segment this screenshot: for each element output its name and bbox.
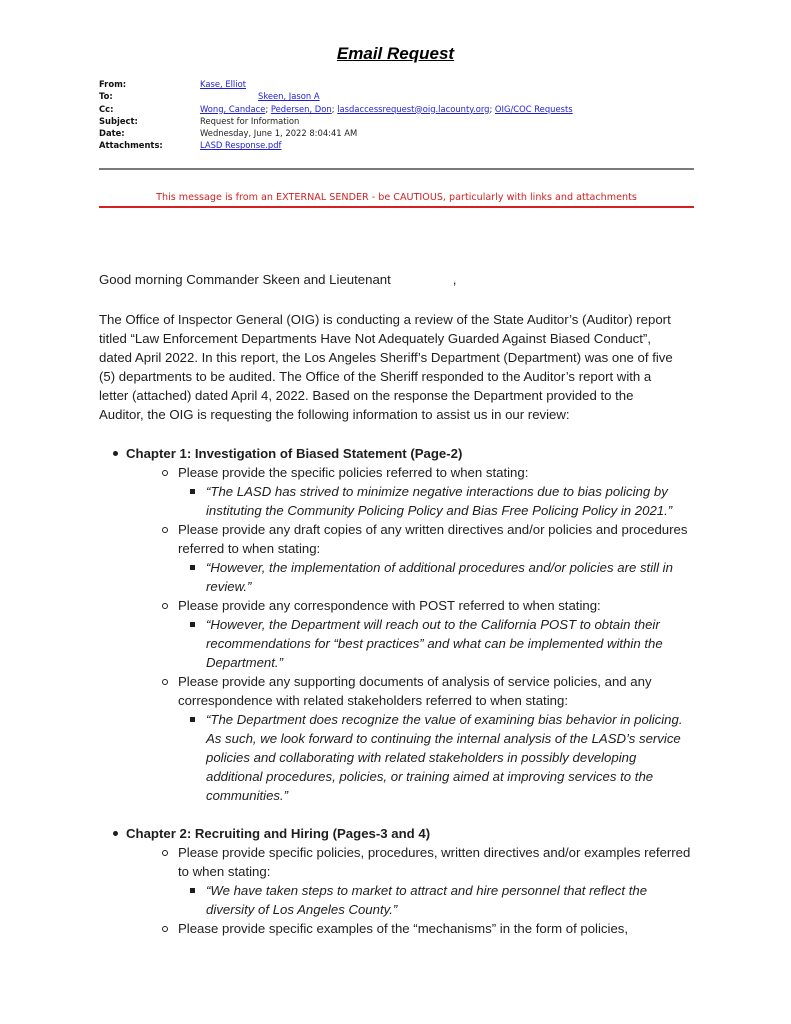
- request-text: Please provide any supporting documents of analysis of service policies, and any correspondence with related stakeholders referred to when stating:: [178, 674, 652, 708]
- header-to: [99, 90, 573, 102]
- date-value: Wednesday, June 1, 2022 8:04:41 AM: [200, 128, 358, 139]
- request-text: Please provide specific policies, procedures, written directives and/or examples referred to when stating:: [178, 845, 691, 879]
- greeting: [99, 270, 709, 289]
- header-date: [99, 127, 573, 139]
- bullet-circle-icon: [162, 679, 168, 685]
- request-item: [126, 520, 709, 596]
- bullet-square-icon: [190, 888, 195, 893]
- bullet-square-icon: [190, 717, 195, 722]
- attachment-link[interactable]: LASD Response.pdf: [200, 140, 282, 151]
- from-label: From:: [99, 79, 127, 89]
- quote-item: [178, 615, 686, 672]
- intro-paragraph: The Office of Inspector General (OIG) is conducting a review of the State Auditor’s (Auditor) report titled “Law Enforcement Departments Have Not Adequately Guarded Against Biased Conduct”, dated April 2022. In this report, the Los Angeles Sheriff’s Department (Department) was one of five (5) departments to be audited. The Office of the Sheriff responded to the Auditor’s report with a letter (attached) dated April 4, 2022. Based on the response the Department provided to the Auditor, the OIG is requesting the following information to assist us in our review:: [99, 312, 673, 422]
- quote-text: “The LASD has strived to minimize negative interactions due to bias policing by instituting the Community Policing Policy and Bias Free Policing Policy in 2021.”: [206, 484, 673, 518]
- cc-label: Cc:: [99, 103, 114, 114]
- bullet-circle-icon: [162, 850, 168, 856]
- attachments-label: Attachments:: [99, 140, 163, 151]
- quote-item: [178, 710, 686, 805]
- header-divider: [99, 168, 694, 170]
- bullet-disc-icon: [113, 451, 118, 456]
- quote-item: [178, 881, 686, 919]
- bullet-circle-icon: [162, 470, 168, 476]
- header-from: [99, 78, 573, 90]
- request-text: Please provide any correspondence with POST referred to when stating:: [178, 598, 601, 613]
- to-link[interactable]: Skeen, Jason A: [258, 91, 320, 102]
- chapter-title: Chapter 1: Investigation of Biased Statement (Page-2): [126, 446, 463, 461]
- cc-link-pedersen[interactable]: Pedersen, Don: [270, 103, 332, 114]
- request-item: [126, 596, 709, 672]
- cc-link-oig-coc[interactable]: OIG/COC Requests: [494, 103, 573, 114]
- greeting-comma: ,: [452, 272, 457, 287]
- cc-link-wong[interactable]: Wong, Candace: [200, 103, 266, 114]
- request-text: Please provide specific examples of the “mechanisms” in the form of policies,: [178, 921, 629, 936]
- subject-value: Request for Information: [200, 115, 300, 126]
- bullet-square-icon: [190, 622, 195, 627]
- chapter-1: [99, 444, 709, 805]
- subject-label: Subject:: [99, 115, 138, 126]
- date-label: Date:: [99, 128, 125, 139]
- header-cc: [99, 103, 573, 115]
- quote-text: “However, the Department will reach out to the California POST to obtain their recommendations for “best practices” and what can be implemented within the Department.”: [206, 617, 663, 670]
- email-headers: [99, 78, 573, 152]
- bullet-square-icon: [190, 565, 195, 570]
- chapter-title: Chapter 2: Recruiting and Hiring (Pages-3 and 4): [126, 826, 431, 841]
- cc-separator: ;: [265, 103, 271, 114]
- from-link[interactable]: Kase, Elliot: [200, 79, 246, 89]
- request-item: [126, 463, 709, 520]
- header-attachments: [99, 139, 573, 151]
- email-body: [99, 270, 709, 938]
- quote-item: [178, 558, 686, 596]
- page-title: Email Request: [336, 44, 455, 63]
- cc-link-lasdaccess[interactable]: lasdaccessrequest@oig.lacounty.org: [337, 103, 490, 114]
- quote-text: “However, the implementation of additional procedures and/or policies are still in review.”: [206, 560, 673, 594]
- bullet-circle-icon: [162, 603, 168, 609]
- request-text: Please provide the specific policies referred to when stating:: [178, 465, 529, 480]
- quote-item: [178, 482, 686, 520]
- quote-text: “The Department does recognize the value of examining bias behavior in policing. As such, we look forward to continuing the internal analysis of the LASD’s service policies and collaborating with related stakeholders in possibly developing additional procedures, policies, or training aimed at improving services to the communities.”: [206, 712, 683, 803]
- request-item: [126, 919, 709, 938]
- request-item: [126, 672, 709, 805]
- bullet-circle-icon: [162, 527, 168, 533]
- chapter-2: [99, 824, 709, 938]
- header-subject: [99, 115, 573, 127]
- greeting-text: Good morning Commander Skeen and Lieutenant: [99, 272, 391, 287]
- bullet-square-icon: [190, 489, 195, 494]
- warning-divider: [99, 206, 694, 208]
- request-item: [126, 843, 709, 919]
- request-text: Please provide any draft copies of any written directives and/or policies and procedures referred to when stating:: [178, 522, 688, 556]
- external-sender-warning: This message is from an EXTERNAL SENDER - be CAUTIOUS, particularly with links and attachments: [156, 192, 637, 203]
- quote-text: “We have taken steps to market to attract and hire personnel that reflect the diversity of Los Angeles County.”: [206, 883, 648, 917]
- cc-separator: ;: [489, 103, 495, 114]
- bullet-circle-icon: [162, 926, 168, 932]
- bullet-disc-icon: [113, 831, 118, 836]
- to-label: To:: [99, 91, 113, 102]
- cc-separator: ;: [331, 103, 338, 114]
- chapter-list: [99, 444, 709, 938]
